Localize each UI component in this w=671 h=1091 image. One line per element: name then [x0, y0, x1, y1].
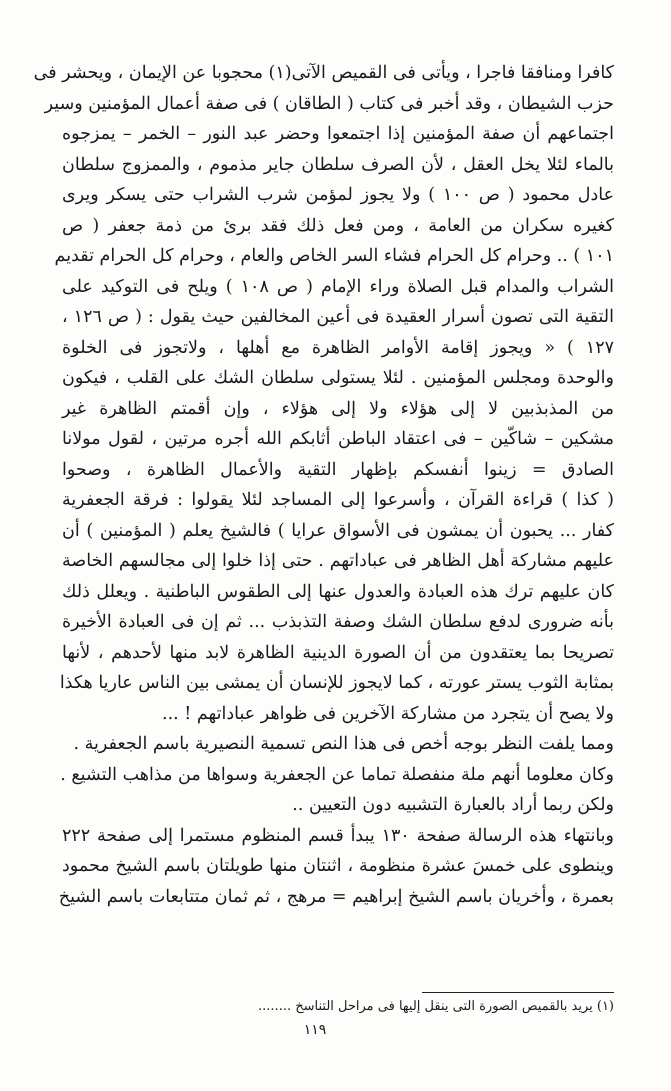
text-line-8: الشراب والمدام قبل الصلاة وراء الإمام ( ص ١٠٨ ) ويلح فى التوكيد على	[62, 276, 615, 297]
text-line-14: الصادق = زينوا أنفسكم بإظهار التقية والأعمال الظاهرة ، وصحوا	[62, 459, 614, 480]
text-line-24: وكان معلوما أنهم ملة منفصلة تماما عن الجعفرية وسواها من مذاهب التشيع .	[60, 764, 614, 785]
text-line-28: بعمرة ، وأخريان باسم الشيخ إبراهيم = مرهج ، ثم ثمان متتابعات باسم الشيخ	[58, 886, 614, 907]
text-line-21: بمثابة الثوب يستر عورته ، كما لايجوز للإنسان أن يمشى بين الناس عاريا هكذا	[59, 673, 614, 693]
text-line-22: ولا يصح أن يتجرد من مشاركة الآخرين فى ظواهر عباداتهم ! ...	[162, 703, 614, 724]
text-line-2: حزب الشيطان ، وقد أخبر فى كتاب ( الطاقان ) فى صفة أعمال المؤمنين وسير	[44, 93, 614, 114]
text-line-27: وينطوى على خمسَ عشرة منظومة ، اثنتان منها طويلتان باسم الشيخ محمود	[62, 856, 614, 876]
text-line-18: كان عليهم ترك هذه العبادة والعدول عنها إلى الطقوس الباطنية . ويعلل ذلك	[62, 581, 614, 602]
text-line-5: عادل محمود ( ص ١٠٠ ) ولا يجوز لمؤمن شرب الشراب حتى يسكر ويرى	[62, 185, 615, 205]
footnote: (١) يريد بالقميص الصورة التى ينقل إليها فى مراحل التناسخ ........	[258, 999, 614, 1014]
page-number: ١١٩	[303, 1022, 327, 1038]
text-line-1: كافرا ومنافقا فاجرا ، ويأتى فى القميص الآتى(١) محجوبا عن الإيمان ، ويحشر فى	[33, 63, 614, 83]
text-line-16: كفار ... يحبون أن يمشون فى الأسواق عرايا ) فالشيخ يعلم ( المؤمنين ) أن	[62, 520, 614, 541]
footnote-divider	[422, 992, 614, 993]
text-line-9: التقية التى تصون أسرار العقيدة فى أعين المخالفين حيث يقول : ( ص ١٢٦ ،	[62, 307, 614, 327]
text-line-23: ومما يلفت النظر بوجه أخص فى هذا النص تسمية النصيرية باسم الجعفرية .	[73, 734, 614, 754]
text-line-11: والوحدة ومجلس المؤمنين . لئلا يستولى سلطان الشك على القلب ، فيكون	[62, 368, 614, 388]
text-line-17: عليهم مشاركة أهل الظاهر فى عباداتهم . حتى إذا خلوا إلى مجالسهم الخاصة	[62, 551, 614, 571]
text-line-13: مشكين – شاكّين – فى اعتقاد الباطن أثابكم الله أجره مرتين ، لقول مولانا	[62, 429, 614, 449]
text-line-20: تصريحا بما يعتقدون من أن الصورة الدينية الظاهرة لابد منها لأحدهم ، لأنها	[62, 642, 614, 663]
text-line-19: بأنه ضرورى لدفع سلطان الشك وصفة التذبذب ... ثم إن فى العبادة الأخيرة	[62, 612, 614, 632]
text-line-15: ( كذا ) قراءة القرآن ، وأسرعوا إلى المساجد لئلا يقولوا : فرقة الجعفرية	[62, 490, 614, 510]
text-line-26: وبانتهاء هذه الرسالة صفحة ١٣٠ يبدأ قسم المنظوم مستمرا إلى صفحة ٢٢٢	[62, 825, 614, 846]
text-line-3: اجتماعهم أن صفة المؤمنين إذا اجتمعوا وحضر عبد النور – الخمر – يمزجوه	[62, 124, 614, 144]
text-line-10: ١٢٧ ) « ويجوز إقامة الأوامر الظاهرة مع أهلها ، ولاتجوز فى الخلوة	[62, 337, 614, 358]
text-line-6: كغيره سكران من العامة ، ومن فعل ذلك فقد برئ من ذمة جعفر ( ص	[62, 215, 614, 236]
text-line-4: بالماء لئلا يخل العقل ، لأن الصرف سلطان جاير مذموم ، والممزوج سلطان	[62, 154, 614, 175]
text-line-25: ولكن ربما أراد بالعبارة التشبيه دون التعيين ..	[292, 795, 614, 815]
text-line-12: من المذبذبين لا إلى هؤلاء ولا إلى هؤلاء ، وإن أقمتم الظاهرة غير	[62, 398, 614, 419]
main-text	[33, 58, 615, 912]
text-line-7: ١٠١ ) .. وحرام كل الحرام فشاء السر الخاص والعام ، وحرام كل الحرام تقديم	[54, 246, 614, 266]
